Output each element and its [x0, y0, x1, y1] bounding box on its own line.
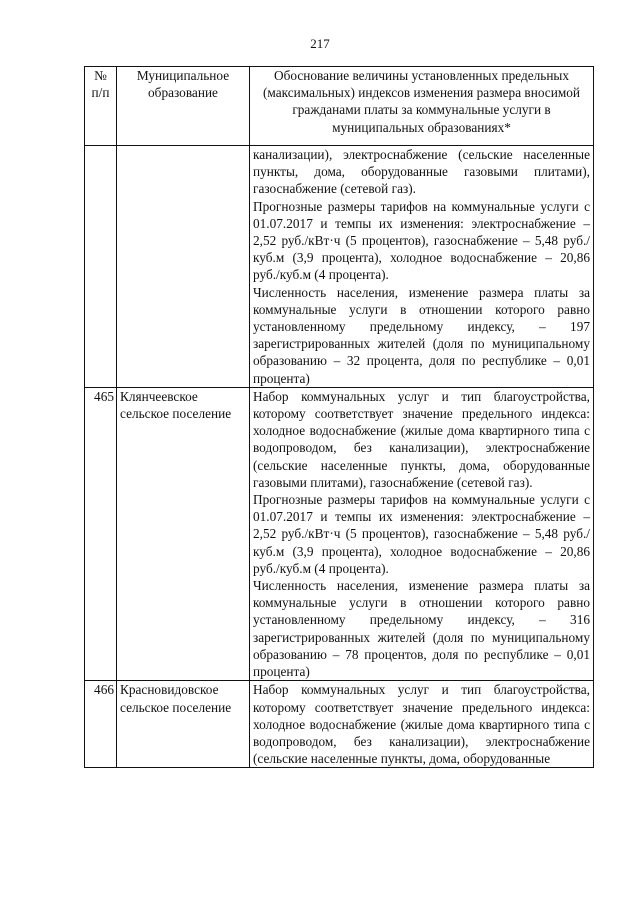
header-justification: Обоснование величины установленных предельных (максимальных) индексов изменения размера вносимой гражданами платы за коммунальные услуги в муниципальных образованиях*	[250, 67, 594, 146]
tariff-table	[84, 66, 594, 768]
page-number: 217	[310, 36, 330, 51]
table-header-row	[85, 67, 594, 146]
paragraph: канализации), электроснабжение (сельские населенные пункты, дома, оборудованные газовыми плитами), газоснабжение (сетевой газ).	[253, 147, 590, 197]
table-row	[85, 387, 594, 680]
paragraph: Численность населения, изменение размера платы за коммунальные услуги в отношении которого равно установленному предельному индексу, – 316 зарегистрированных жителей (доля по муниципальному образованию – 78 процентов, доля по республике – 0,01 процента)	[253, 578, 590, 680]
paragraph: Прогнозные размеры тарифов на коммунальные услуги с 01.07.2017 и темпы их изменения: электроснабжение – 2,52 руб./кВт·ч (5 процентов), газоснабжение – 5,48 руб./куб.м (3,9 процента), холодное водоснабжение – 20,86 руб./куб.м (4 процента).	[253, 492, 590, 576]
paragraph: Численность населения, изменение размера платы за коммунальные услуги в отношении которого равно установленному предельному индексу, – 197 зарегистрированных жителей (доля по муниципальному образованию – 32 процента, доля по республике – 0,01 процента)	[253, 284, 590, 386]
row-justification	[250, 146, 594, 388]
row-number: 466	[85, 681, 117, 768]
row-justification	[250, 387, 594, 680]
row-municipality: Клянчеевское сельское поселение	[117, 387, 250, 680]
table-row	[85, 146, 594, 388]
row-number	[85, 146, 117, 388]
row-justification	[250, 681, 594, 768]
table-row	[85, 681, 594, 768]
header-municipality: Муниципальное образование	[117, 67, 250, 146]
paragraph: Прогнозные размеры тарифов на коммунальные услуги с 01.07.2017 и темпы их изменения: электроснабжение – 2,52 руб./кВт·ч (5 процентов), газоснабжение – 5,48 руб./куб.м (3,9 процента), холодное водоснабжение – 20,86 руб./куб.м (4 процента).	[253, 198, 590, 283]
row-municipality: Красновидовское сельское поселение	[117, 681, 250, 768]
paragraph: Набор коммунальных услуг и тип благоустройства, которому соответствует значение предельного индекса: холодное водоснабжение (жилые дома квартирного типа с водопроводом, без канализации), электроснабжение (сельские населенные пункты, дома, оборудованные	[253, 682, 590, 767]
header-number: № п/п	[85, 67, 117, 146]
row-municipality	[117, 146, 250, 388]
paragraph: Набор коммунальных услуг и тип благоустройства, которому соответствует значение предельного индекса: холодное водоснабжение (жилые дома квартирного типа с водопроводом, без канализации), электроснабжение (сельские населенные пункты, дома, оборудованные газовыми плитами), газоснабжение (сетевой газ).	[253, 388, 590, 490]
row-number: 465	[85, 387, 117, 680]
